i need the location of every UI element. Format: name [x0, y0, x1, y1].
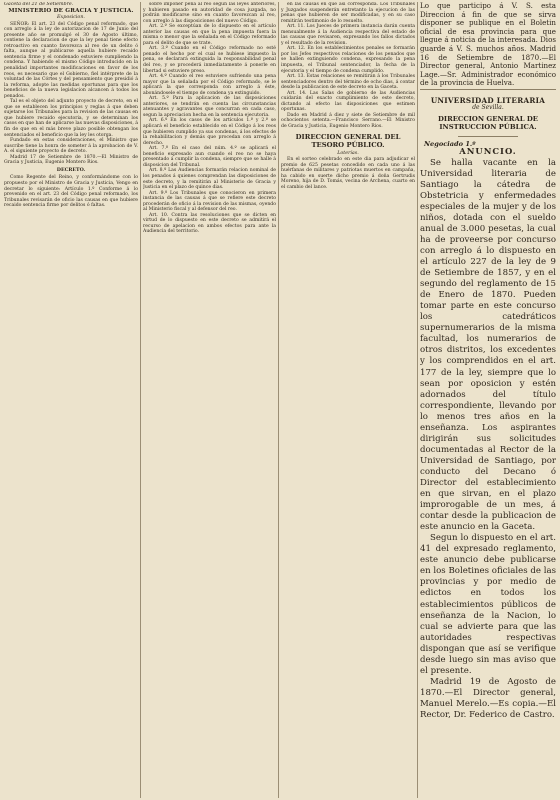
lotteries-subheading: Loterías. [337, 150, 359, 156]
column-1 [4, 2, 138, 798]
newspaper-page [4, 2, 556, 798]
paragraph: Art. 11. Los Jueces de primera instancia darán cuenta mensualmente á la Audiencia respectiva del estado de las causas que revisaren, expresando los fallos dictados y el resultado de la revision. [281, 24, 415, 46]
paragraph: Art. 6.º En los casos de los artículos 1.º y 2.º se aplicará el beneficio establecido en el Código á los reos que hubieren cumplido ya sus condenas, á los efectos de la rehabilitacion y demás que procedan con arreglo á derecho. [143, 118, 276, 146]
treasury-heading: DIRECCION GENERAL DEL TESORO PÚBLICO. [295, 132, 401, 149]
paragraph: Art. 3.º Cuando en el Código reformado no esté penado el hecho por el cual se hubiese impuesto la pena, se declarará extinguida la responsabilidad penal del reo, y se procederá inmediatamente á ponerle en libertad si estuviere preso. [143, 46, 276, 74]
direction-title: DIRECCION GENERAL DE INSTRUCCION PÚBLICA. [438, 114, 538, 131]
announcement-body [420, 158, 556, 721]
paragraph: Fundado en estas consideraciones, el Ministro que suscribe tiene la honra de someter á la aprobacion de V. A. el siguiente proyecto de decreto. [4, 138, 138, 155]
column-rule [417, 2, 418, 798]
paragraph: Madrid 17 de Setiembre de 1870.—El Ministro de Gracia y Justicia, Eugenio Montero Rios. [4, 154, 138, 166]
paragraph: Art. 7.º En el caso del núm. 4.º se aplicará el beneficio expresado aun cuando el reo no se haya presentado á cumplir la condena, siempre que se halle á disposicion del Tribunal. [143, 146, 276, 168]
section-subheading: Exposicion. [57, 15, 85, 21]
paragraph: Dado en Madrid á diez y siete de Setiembre de mil ochocientos setenta.—Francisco Serrano.—El Ministro de Gracia y Justicia, Eugenio Montero Rios. [281, 112, 415, 130]
announcement-heading: ANUNCIO. [459, 146, 517, 157]
paragraph: Art. 4.º Cuando el reo estuviere sufriendo una pena mayor que la señalada por el Código reformado, se le aplicará la que corresponda con arreglo á éste, abonándosele el tiempo de condena ya extinguido. [143, 74, 276, 96]
paragraph: Art. 13. Estas relaciones se remitirán á los Tribunales sentenciadores dentro del término de ocho dias, á contar desde la publicacion de este decreto en la Gaceta. [281, 74, 415, 91]
column-rule [140, 2, 141, 798]
paragraph: Art. 14. Las Salas de gobierno de las Audiencias cuidarán del exacto cumplimiento de este decreto, dictando al efecto las disposiciones que estimen oportunas. [281, 90, 415, 113]
notice-text: Lo que participo á V. S. esta Direccion á fin de que se sirva disponer se publique en el Boletin oficial de esa provincia para que llegue á noticia de la interesada. Dios guarde á V. S. muchos años. Madrid 16 de Setiembre de 1870.—El Director general, Antonio Martinez Lage.—Sr. Administrador económico de la provincia de Huelva. [420, 2, 556, 88]
department-label: Negociado 1.º [424, 139, 476, 148]
paragraph: Art. 9.º Los Tribunales que conocieron en primera instancia de las causas á que se refiere este decreto procederán de oficio á la revision de las mismas, oyendo al Ministerio fiscal y al defensor del reo. [143, 190, 276, 213]
paragraph: Tal es el objeto del adjunto proyecto de decreto, en el que se establecen los principios y reglas á que deben sujetarse los Tribunales para la revision de las causas en que hubiere recaido ejecutoria, y se determinan los casos en que han de aplicarse las nuevas disposiciones, á fin de que en el más breve plazo posible obtengan los sentenciados el beneficio que la ley les otorga. [4, 99, 138, 138]
gazette-reference: Gaceta del 21 de Setiembre. [4, 2, 74, 7]
paragraph: Se halla vacante en la Universidad literaria de Santiago la cátedra de Obstetricia y enfermedades especiales de la mujer y de los niños, dotada con el sueldo anual de 3.000 pesetas, la cual ha de proveerse por concurso con arreglo á lo dispuesto en el artículo 227 de la ley de 9 de Setiembre de 1857, y en el segundo del reglamento de 15 de Enero de 1870. Pueden tomar parte en este concurso los catedráticos supernumerarios de la misma facultad, los numerarios de otros distritos, los excedentes y los comprendidos en el art. 177 de la ley, siempre que lo sean por oposicion y estén adornados del título correspondiente, llevando por lo menos tres años en la enseñanza. Los aspirantes dirigirán sus solicitudes documentadas al Rector de la Universidad de Santiago, por conducto del Decano ó Director del establecimiento en que sirvan, en el plazo improrogable de un mes, á contar desde la publicacion de este anuncio en la Gaceta. [420, 157, 556, 533]
ministry-title: MINISTERIO DE GRACIA Y JUSTICIA. [8, 7, 134, 14]
divider [458, 136, 518, 137]
paragraph: en las causas en que así corresponda. Los Tribunales y Juzgados suspenderán entretanto la ejecucion de las penas que hubieren de ser modificadas, y en su caso remitirán testimonio de lo resuelto. [281, 2, 415, 24]
paragraph: Como Regente del Reino, y conformándome con lo propuesto por el Ministro de Gracia y Justicia, Vengo en decretar lo siguiente: Artículo 1.º Conforme á lo prevenido en el art. 23 del Código penal reformado, los Tribunales revisarán de oficio las causas en que hubiere recaido sentencia firme por delitos ó faltas. [4, 175, 138, 209]
paragraph: Art. 10. Contra las resoluciones que se dicten en virtud de lo dispuesto en este decreto se admitirá el recurso de apelacion en ambos efectos para ante la Audiencia del territorio. [143, 212, 276, 235]
paragraph: Art. 2.º Se exceptúan de lo dispuesto en el artículo anterior las causas en que la pena impuesta fuera la misma o menor que la señalada en el Código reformado para el delito de que se trate. [143, 24, 276, 46]
paragraph: Art. 5.º Para la aplicacion de las disposiciones anteriores, se tendrán en cuenta las circunstancias atenuantes y agravantes que concurran en cada caso, segun la apreciacion hecha en la sentencia ejecutoria. [143, 96, 276, 118]
paragraph: Segun lo dispuesto en el art. 41 del expresado reglamento, este anuncio debe publicarse en los Boletines oficiales de las provincias y por medio de edictos en todos los establecimientos públicos de enseñanza de la Nacion, lo cual se advierte para que las autoridades respectivas dispongan que así se verifique desde luego sin mas aviso que el presente. [420, 533, 556, 676]
column-2 [143, 2, 276, 798]
column-3 [281, 2, 415, 798]
university-announcement [420, 94, 556, 721]
paragraph: sobre imponer pena al reo según las leyes anteriores, y hubieren pasado en autoridad de cosa juzgada, no podrán modificarse sino en cuanto favorezcan al reo, con arreglo á las disposiciones del nuevo Código. [143, 2, 276, 24]
paragraph: En el sorteo celebrado en este dia para adjudicar el premio de 625 pesetas concedido en cada uno á las huérfanas de militares y patriotas muertos en campaña, ha cabido en suerte dicho premio á doña Gertrudis Moreno, hija de D. Tomás, vecina de Archena, cuarto en el cambio del lance. [281, 157, 415, 190]
decree-heading: DECRETO. [56, 166, 86, 173]
university-subtitle: de Sevilla. [472, 104, 504, 111]
paragraph: Madrid 19 de Agosto de 1870.—El Director general, Manuel Merelo.—Es copia.—El Rector, Dr. Federico de Castro. [420, 676, 556, 720]
notice-box [420, 2, 556, 90]
university-title: UNIVERSIDAD LITERARIA [430, 96, 546, 105]
paragraph: SEÑOR: El art. 23 del Código penal reformado, que con arreglo á la ley de autorizacion de 17 de Junio del presente año se promulgó el 30 de Agosto último, contiene la declaracion de que la ley penal tiene efecto retroactivo en cuanto favorezca al reo de un delito ó falta, aunque al publicarse aquella hubiere recaido sentencia firme y el condenado estuviere cumpliendo la condena. Y habiendo el mismo Código introducido en la penalidad importantes modificaciones en favor de los reos, es necesario que el Gobierno, fiel intérprete de la voluntad de las Córtes y del pensamiento que presidió á la reforma, adopte las medidas oportunas para que los beneficios de la nueva legislacion alcancen á todos los penados. [4, 21, 138, 99]
column-rule [278, 2, 279, 798]
paragraph: Art. 8.º Las Audiencias formarán relacion nominal de los penados á quienes comprendan las disposiciones de este decreto, y la remitirán al Ministerio de Gracia y Justicia en el plazo de quince dias. [143, 168, 276, 191]
column-4 [420, 2, 556, 798]
paragraph: Art. 12. En los establecimientos penales se formarán por los Jefes respectivos relaciones de los penados que se hallen extinguiendo condena, expresando la pena impuesta, el Tribunal sentenciador, la fecha de la ejecutoria y el tiempo de condena cumplido. [281, 46, 415, 74]
